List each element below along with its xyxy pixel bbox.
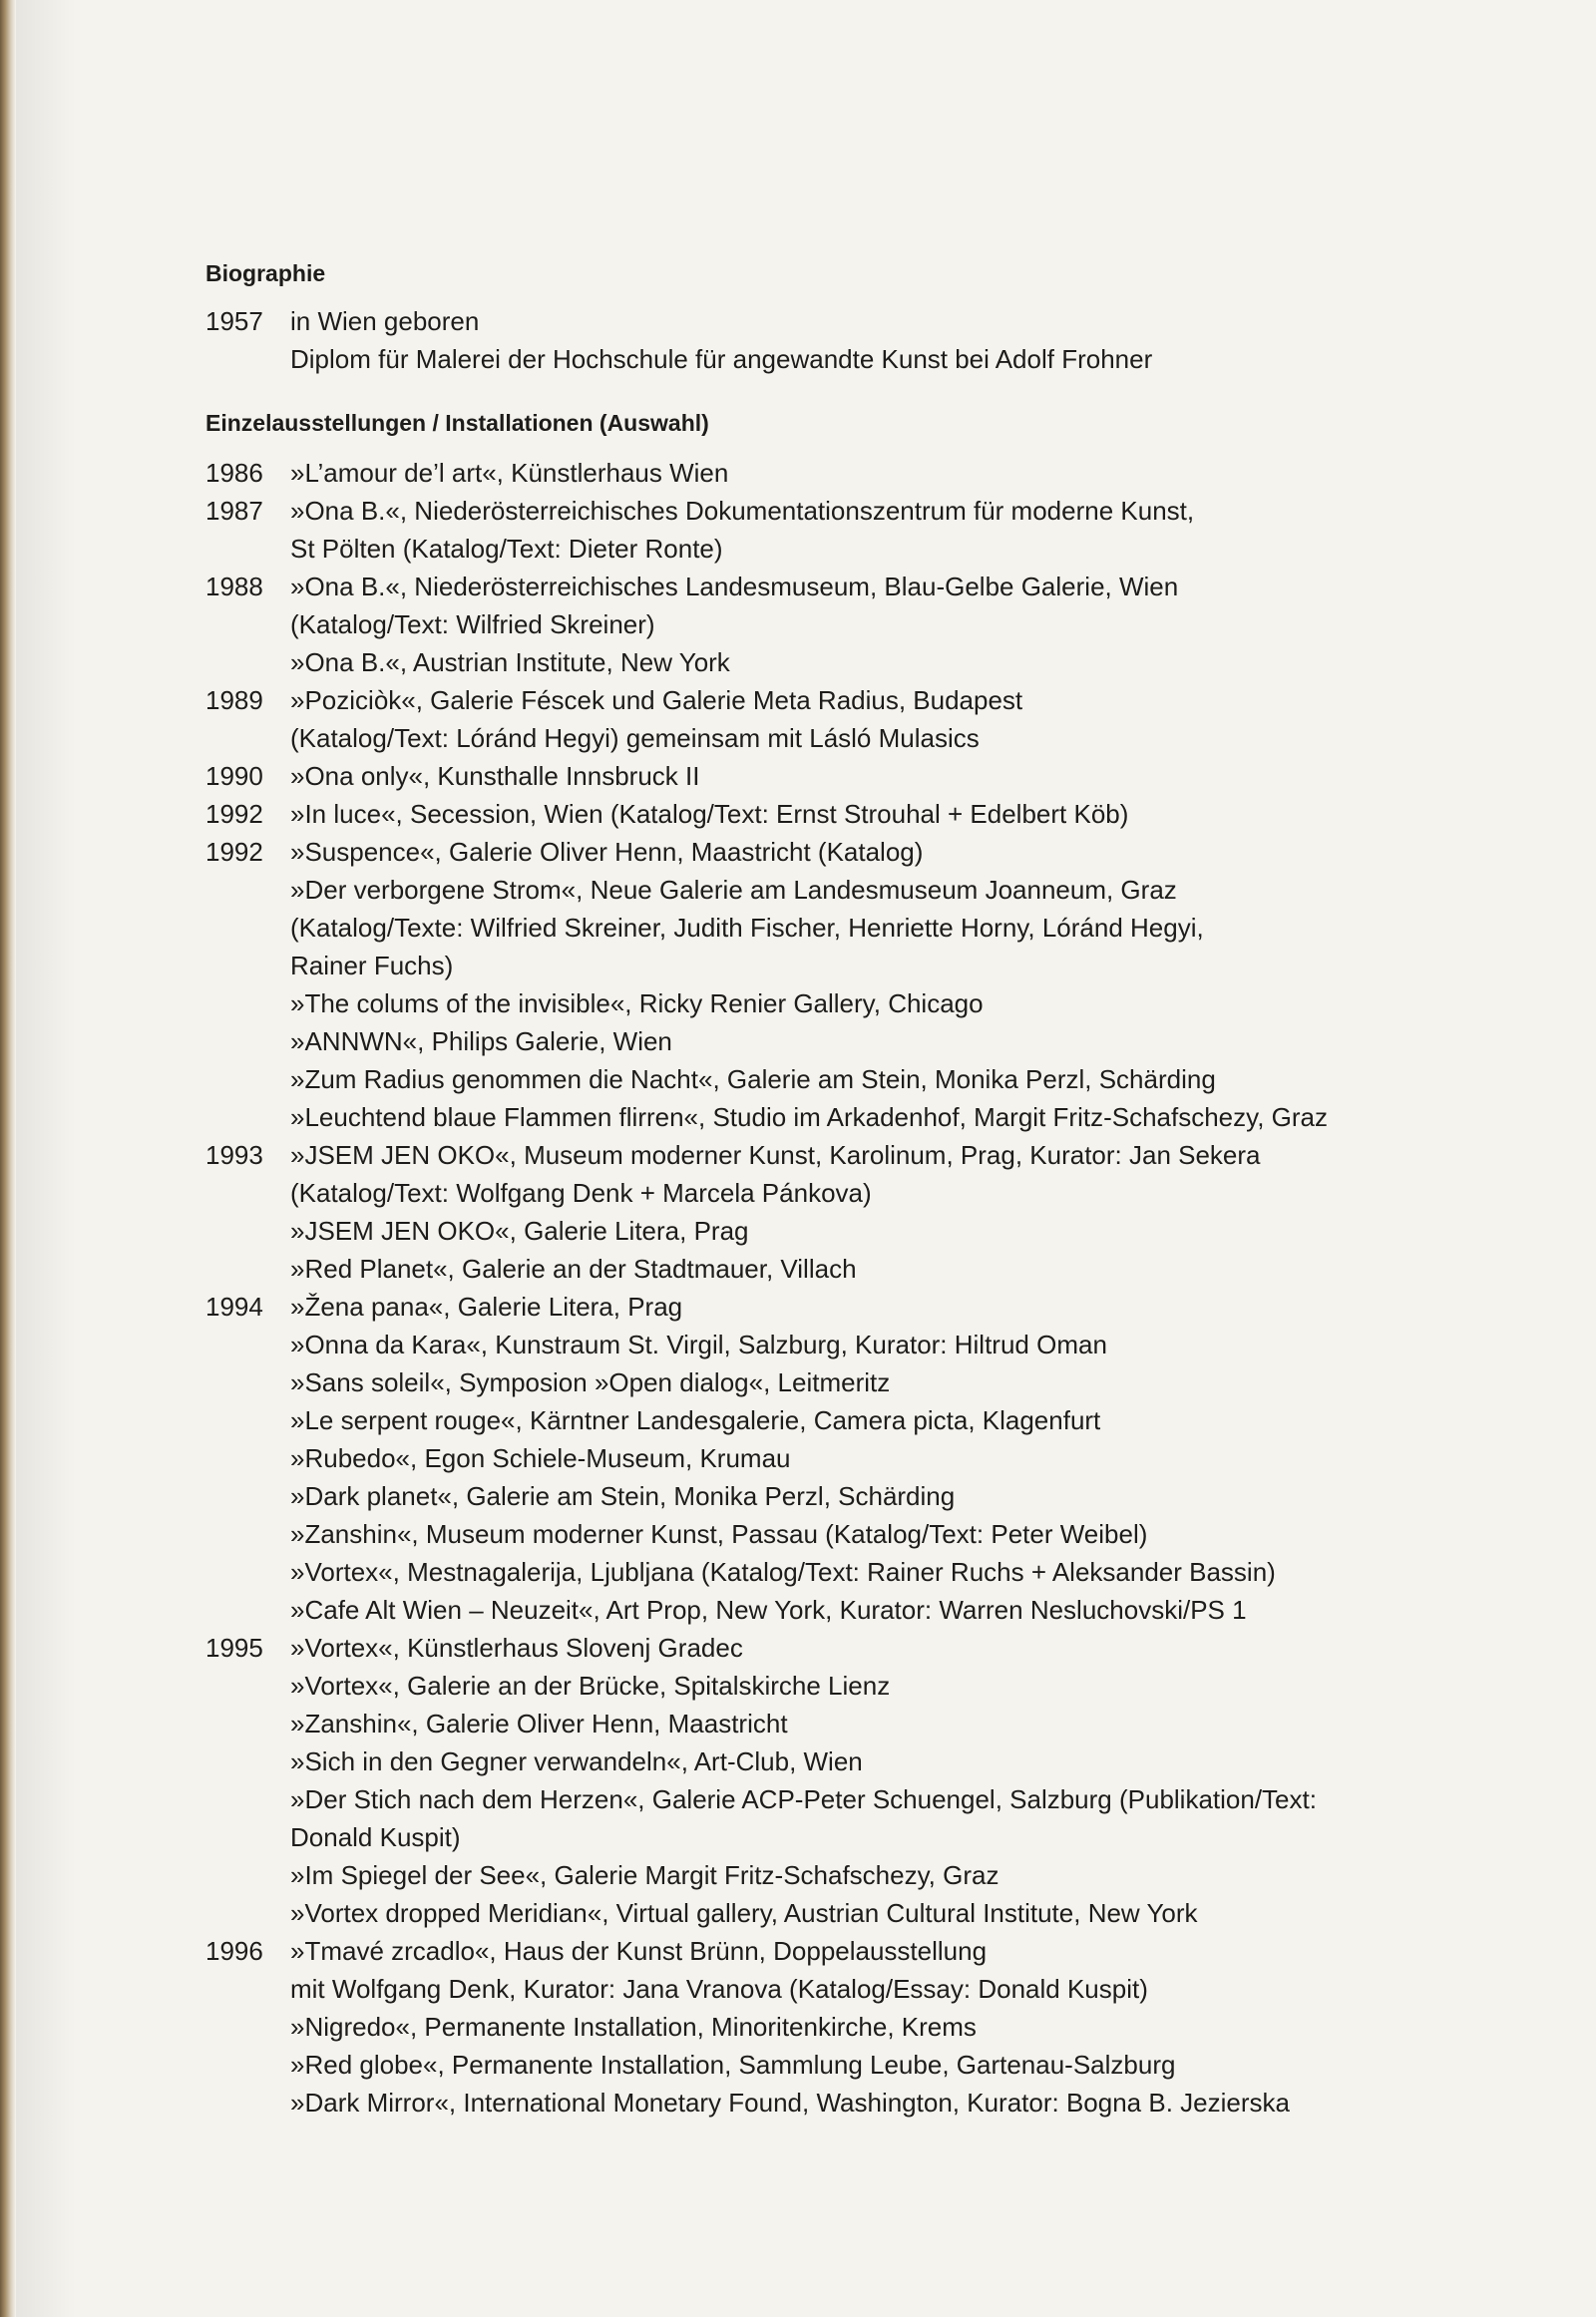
exhibition-entry-year — [205, 1174, 290, 1212]
exhibition-entry-text: »Zum Radius genommen die Nacht«, Galerie am Stein, Monika Perzl, Schärding — [290, 1064, 1216, 1094]
exhibition-entry-year — [205, 1856, 290, 1894]
exhibition-entry-year: 1996 — [205, 1936, 263, 1966]
biography-entry-text: Diplom für Malerei der Hochschule für angewandte Kunst bei Adolf Frohner — [290, 344, 1153, 374]
exhibition-entry — [205, 1894, 1442, 1932]
exhibition-entry-year — [205, 530, 290, 568]
exhibition-entry-year — [205, 1060, 290, 1098]
exhibition-entry-text: »Le serpent rouge«, Kärntner Landesgalerie, Camera picta, Klagenfurt — [290, 1405, 1101, 1435]
biography-entry — [205, 340, 1442, 378]
exhibitions-heading: Einzelausstellungen / Installationen (Auswahl) — [205, 410, 709, 436]
exhibition-entry-text: »Dark planet«, Galerie am Stein, Monika Perzl, Schärding — [290, 1481, 956, 1511]
exhibition-entry-text: »Im Spiegel der See«, Galerie Margit Fritz-Schafschezy, Graz — [290, 1860, 999, 1890]
exhibition-entry-text: »The colums of the invisible«, Ricky Renier Gallery, Chicago — [290, 988, 984, 1018]
exhibition-entry — [205, 1174, 1442, 1212]
exhibition-entry-year: 1989 — [205, 685, 263, 715]
exhibition-entry — [205, 1060, 1442, 1098]
exhibition-entry-text: »Vortex«, Mestnagalerija, Ljubljana (Katalog/Text: Rainer Ruchs + Aleksander Bassin) — [290, 1557, 1276, 1587]
exhibition-entry-text: »Zanshin«, Museum moderner Kunst, Passau (Katalog/Text: Peter Weibel) — [290, 1519, 1148, 1549]
exhibition-entry — [205, 871, 1442, 909]
exhibition-entry-year — [205, 719, 290, 757]
exhibition-entry-year: 1993 — [205, 1140, 263, 1170]
exhibition-entry-text: »JSEM JEN OKO«, Museum moderner Kunst, Karolinum, Prag, Kurator: Jan Sekera — [290, 1140, 1261, 1170]
exhibition-entry — [205, 1856, 1442, 1894]
exhibition-entry-text: (Katalog/Text: Wilfried Skreiner) — [290, 609, 655, 639]
exhibition-entry — [205, 492, 1442, 530]
exhibition-entry-year — [205, 947, 290, 984]
exhibition-entry — [205, 1629, 1442, 1667]
exhibition-entry-year — [205, 1326, 290, 1363]
exhibition-entry-text: »Der verborgene Strom«, Neue Galerie am Landesmuseum Joanneum, Graz — [290, 875, 1177, 905]
biography-entry-year: 1957 — [205, 306, 263, 336]
exhibition-entry-text: »Dark Mirror«, International Monetary Found, Washington, Kurator: Bogna B. Jezierska — [290, 2088, 1290, 2118]
page-shadow — [16, 0, 76, 2317]
exhibition-entry-year — [205, 605, 290, 643]
exhibition-entry — [205, 568, 1442, 605]
exhibition-entry — [205, 1591, 1442, 1629]
exhibition-entry-year — [205, 984, 290, 1022]
exhibition-entry-text: »Zanshin«, Galerie Oliver Henn, Maastricht — [290, 1709, 788, 1738]
exhibition-entry — [205, 719, 1442, 757]
exhibition-entry-text: »Vortex«, Künstlerhaus Slovenj Gradec — [290, 1633, 743, 1663]
exhibition-entry-year — [205, 1250, 290, 1288]
exhibition-entry-year — [205, 2008, 290, 2046]
exhibition-entry-year — [205, 1515, 290, 1553]
exhibition-entry — [205, 1212, 1442, 1250]
biography-list — [205, 302, 1442, 378]
exhibition-entry-text: »Red Planet«, Galerie an der Stadtmauer, Villach — [290, 1254, 857, 1284]
exhibition-entry-year: 1992 — [205, 837, 263, 867]
exhibition-entry-text: Rainer Fuchs) — [290, 951, 454, 980]
exhibition-entry — [205, 1742, 1442, 1780]
exhibition-entry — [205, 1932, 1442, 1970]
exhibition-entry — [205, 1970, 1442, 2008]
exhibition-entry-text: »Sans soleil«, Symposion »Open dialog«, Leitmeritz — [290, 1367, 891, 1397]
exhibition-entry-year — [205, 871, 290, 909]
exhibition-entry — [205, 1515, 1442, 1553]
exhibition-entry-text: St Pölten (Katalog/Text: Dieter Ronte) — [290, 534, 723, 564]
exhibition-entry-year — [205, 1970, 290, 2008]
exhibition-entry — [205, 1363, 1442, 1401]
exhibition-entry-year: 1987 — [205, 496, 263, 526]
exhibition-entry-text: mit Wolfgang Denk, Kurator: Jana Vranova (Katalog/Essay: Donald Kuspit) — [290, 1974, 1148, 2004]
exhibition-entry-text: Donald Kuspit) — [290, 1822, 461, 1852]
exhibition-entry-text: »ANNWN«, Philips Galerie, Wien — [290, 1026, 672, 1056]
exhibition-entry-year — [205, 1477, 290, 1515]
exhibition-entry-year — [205, 1742, 290, 1780]
exhibition-entry-year — [205, 1212, 290, 1250]
exhibition-entry-year — [205, 1667, 290, 1705]
exhibition-entry — [205, 984, 1442, 1022]
exhibition-entry-text: »Ona B.«, Austrian Institute, New York — [290, 647, 730, 677]
exhibition-entry-text: »Cafe Alt Wien – Neuzeit«, Art Prop, New York, Kurator: Warren Nesluchovski/PS 1 — [290, 1595, 1247, 1625]
exhibition-entry — [205, 1439, 1442, 1477]
exhibition-entry — [205, 1780, 1442, 1818]
exhibition-entry-text: »Sich in den Gegner verwandeln«, Art-Club, Wien — [290, 1746, 863, 1776]
biography-entry-text: in Wien geboren — [290, 306, 480, 336]
exhibition-entry-year — [205, 1439, 290, 1477]
exhibition-entry — [205, 1818, 1442, 1856]
exhibition-entry-year — [205, 1780, 290, 1818]
exhibition-entry-year: 1986 — [205, 458, 263, 488]
exhibition-entry-year — [205, 1098, 290, 1136]
exhibition-entry-text: »Nigredo«, Permanente Installation, Minoritenkirche, Krems — [290, 2012, 977, 2042]
exhibition-entry-text: »Ona only«, Kunsthalle Innsbruck II — [290, 761, 700, 791]
exhibition-entry-year — [205, 1022, 290, 1060]
exhibition-entry-text: »L’amour de’l art«, Künstlerhaus Wien — [290, 458, 729, 488]
exhibition-entry — [205, 1667, 1442, 1705]
exhibition-entry-year — [205, 1818, 290, 1856]
exhibition-entry — [205, 1326, 1442, 1363]
exhibition-entry-text: »Vortex«, Galerie an der Brücke, Spitalskirche Lienz — [290, 1671, 891, 1701]
book-binding-edge — [0, 0, 16, 2317]
exhibition-entry-year — [205, 1553, 290, 1591]
exhibition-entry — [205, 1705, 1442, 1742]
exhibition-entry — [205, 2008, 1442, 2046]
exhibition-entry — [205, 795, 1442, 833]
exhibition-entry-year — [205, 1591, 290, 1629]
exhibition-entry-year — [205, 1894, 290, 1932]
exhibition-entry-year: 1990 — [205, 761, 263, 791]
exhibition-entry — [205, 605, 1442, 643]
exhibition-entry — [205, 757, 1442, 795]
exhibition-entry — [205, 1401, 1442, 1439]
exhibition-entry-year — [205, 2046, 290, 2084]
exhibition-entry-text: (Katalog/Texte: Wilfried Skreiner, Judith Fischer, Henriette Horny, Lóránd Hegyi, — [290, 913, 1204, 943]
exhibition-entry — [205, 2046, 1442, 2084]
exhibition-entry-text: »Tmavé zrcadlo«, Haus der Kunst Brünn, Doppelausstellung — [290, 1936, 988, 1966]
biography-heading: Biographie — [205, 260, 326, 286]
exhibition-entry-year: 1988 — [205, 572, 263, 601]
exhibition-entry — [205, 2084, 1442, 2122]
exhibition-entry — [205, 454, 1442, 492]
exhibition-entry — [205, 1136, 1442, 1174]
exhibition-entry-year — [205, 1401, 290, 1439]
exhibition-entry — [205, 530, 1442, 568]
exhibition-entry-year — [205, 1363, 290, 1401]
exhibition-entry-text: »JSEM JEN OKO«, Galerie Litera, Prag — [290, 1216, 749, 1246]
exhibition-entry — [205, 909, 1442, 947]
exhibition-entry-text: »Poziciòk«, Galerie Féscek und Galerie Meta Radius, Budapest — [290, 685, 1023, 715]
biography-entry — [205, 302, 1442, 340]
exhibition-entry-text: »Žena pana«, Galerie Litera, Prag — [290, 1292, 683, 1322]
exhibition-entry-text: »Rubedo«, Egon Schiele-Museum, Krumau — [290, 1443, 791, 1473]
exhibition-entry-text: (Katalog/Text: Wolfgang Denk + Marcela Pánkova) — [290, 1178, 872, 1208]
exhibition-entry-text: »Vortex dropped Meridian«, Virtual gallery, Austrian Cultural Institute, New York — [290, 1898, 1198, 1928]
exhibition-entry — [205, 1022, 1442, 1060]
exhibition-entry-text: »Suspence«, Galerie Oliver Henn, Maastricht (Katalog) — [290, 837, 924, 867]
exhibitions-list — [205, 454, 1442, 2122]
exhibition-entry-text: »Ona B.«, Niederösterreichisches Dokumentationszentrum für moderne Kunst, — [290, 496, 1195, 526]
exhibition-entry-year — [205, 643, 290, 681]
exhibition-entry-text: »Leuchtend blaue Flammen flirren«, Studio im Arkadenhof, Margit Fritz-Schafschezy, Graz — [290, 1102, 1328, 1132]
exhibition-entry-text: »Red globe«, Permanente Installation, Sammlung Leube, Gartenau-Salzburg — [290, 2050, 1176, 2080]
exhibition-entry-year — [205, 2084, 290, 2122]
exhibition-entry — [205, 643, 1442, 681]
exhibition-entry-year — [205, 1705, 290, 1742]
exhibition-entry — [205, 1477, 1442, 1515]
exhibition-entry-year: 1994 — [205, 1292, 263, 1322]
exhibition-entry-year — [205, 909, 290, 947]
biography-entry-year — [205, 340, 290, 378]
exhibition-entry — [205, 1250, 1442, 1288]
exhibition-entry-year: 1995 — [205, 1633, 263, 1663]
exhibition-entry-year: 1992 — [205, 799, 263, 829]
exhibition-entry-text: »Onna da Kara«, Kunstraum St. Virgil, Salzburg, Kurator: Hiltrud Oman — [290, 1330, 1107, 1359]
exhibition-entry-text: (Katalog/Text: Lóránd Hegyi) gemeinsam mit Lásló Mulasics — [290, 723, 980, 753]
exhibition-entry — [205, 1288, 1442, 1326]
exhibition-entry — [205, 947, 1442, 984]
exhibition-entry — [205, 1553, 1442, 1591]
exhibition-entry — [205, 833, 1442, 871]
exhibition-entry-text: »Der Stich nach dem Herzen«, Galerie ACP-Peter Schuengel, Salzburg (Publikation/Text: — [290, 1784, 1317, 1814]
exhibition-entry-text: »Ona B.«, Niederösterreichisches Landesmuseum, Blau-Gelbe Galerie, Wien — [290, 572, 1179, 601]
exhibition-entry-text: »In luce«, Secession, Wien (Katalog/Text: Ernst Strouhal + Edelbert Köb) — [290, 799, 1129, 829]
exhibition-entry — [205, 1098, 1442, 1136]
exhibition-entry — [205, 681, 1442, 719]
document-body — [205, 254, 1442, 2122]
